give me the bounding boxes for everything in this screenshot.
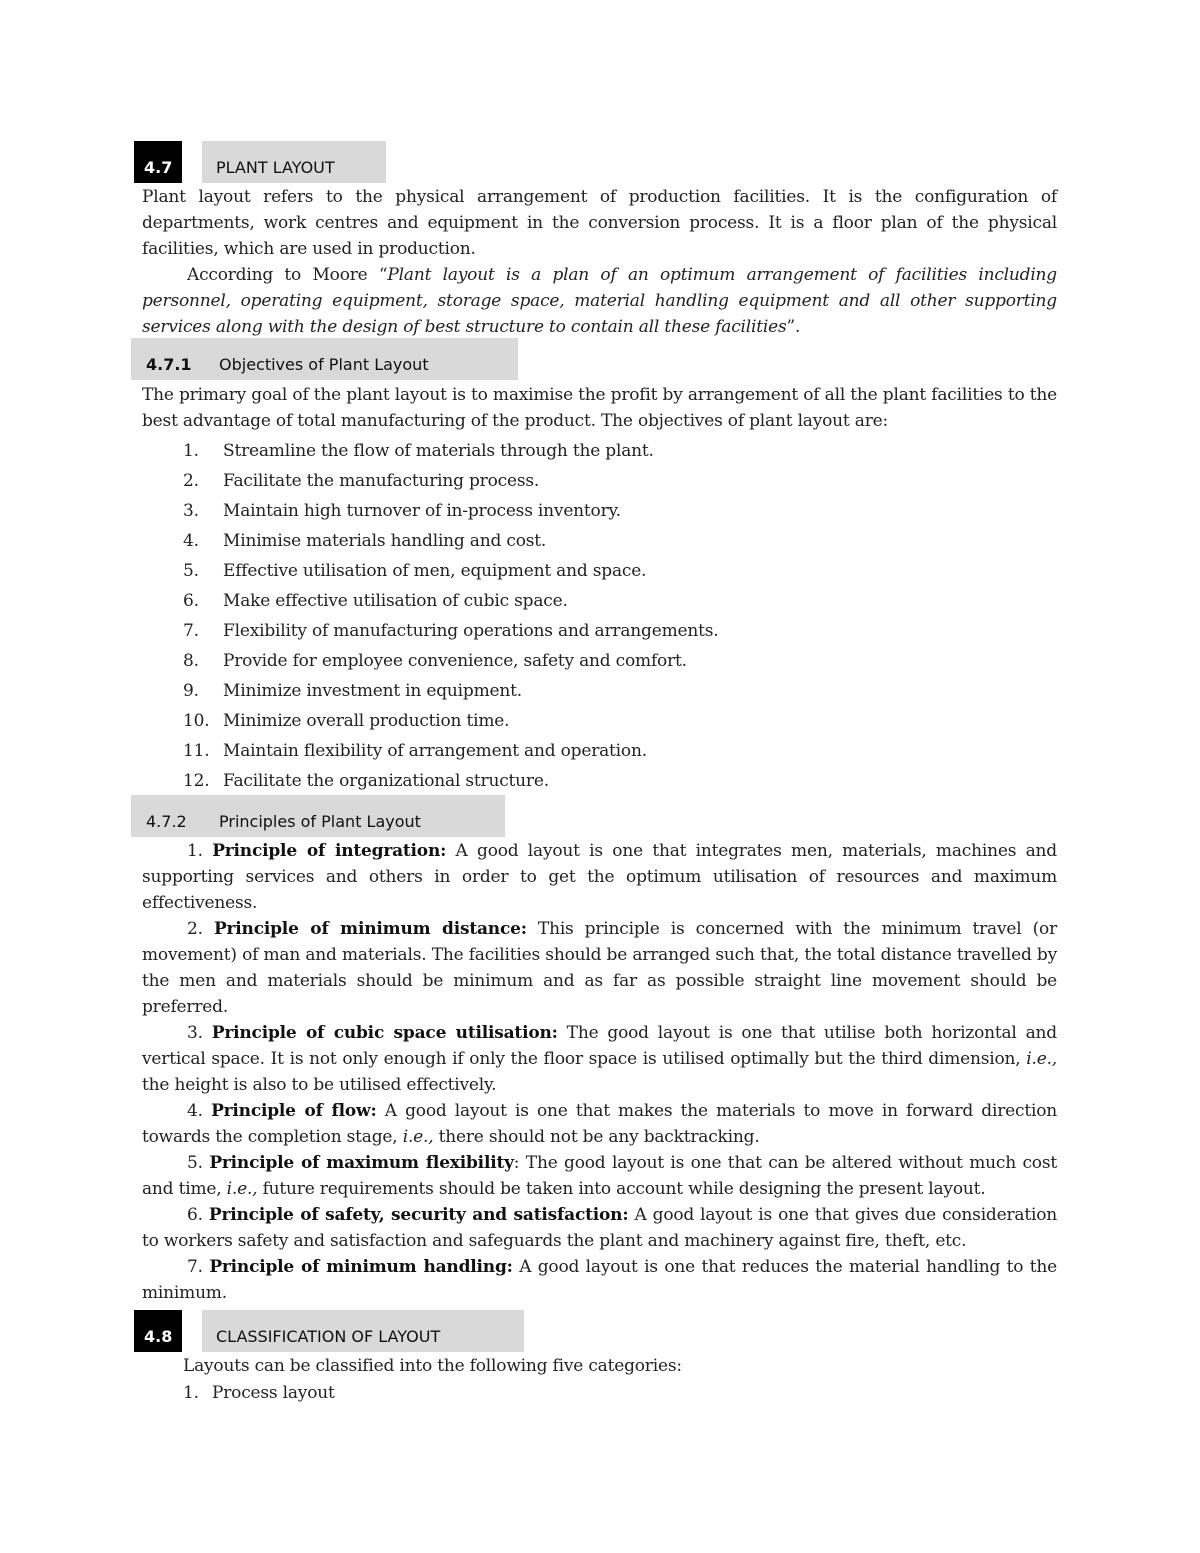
- principle-paragraph: [142, 1020, 1057, 1098]
- classification-intro-text: Layouts can be classified into the following five categories:: [183, 1356, 682, 1376]
- moore-prefix: According to Moore “: [187, 265, 388, 285]
- list-item-number: 8.: [183, 651, 199, 671]
- principle-name: Principle of minimum handling:: [209, 1257, 513, 1277]
- principle-text: A good layout is one that integrates men, materials, machines and supporting services and others in order to get the optimum utilisation of resources and maximum effectiveness.: [142, 841, 1057, 913]
- principle-text: A good layout is one that gives due consideration to workers safety and satisfaction and safeguards the plant and machinery against fire, theft, etc.: [142, 1205, 1057, 1251]
- list-item: [183, 676, 718, 706]
- list-item-number: 11.: [183, 741, 210, 761]
- list-item-text: Minimize overall production time.: [223, 711, 510, 731]
- list-item: [183, 526, 718, 556]
- principle-name: Principle of cubic space utilisation:: [211, 1023, 558, 1043]
- principle-name: Principle of maximum flexibility: [209, 1153, 514, 1173]
- list-item-number: 1.: [183, 441, 199, 461]
- list-item-text: Minimise materials handling and cost.: [223, 531, 547, 551]
- principle-text: A good layout is one that reduces the material handling to the minimum.: [142, 1257, 1058, 1303]
- section-number: 4.8: [134, 1310, 182, 1352]
- principle-number: 4.: [187, 1101, 203, 1121]
- principle-name: Principle of flow:: [211, 1101, 377, 1121]
- principle-paragraph: [142, 1254, 1057, 1306]
- principle-paragraph: [142, 838, 1057, 916]
- principle-number: 5.: [187, 1153, 203, 1173]
- principle-text: A good layout is one that makes the materials to move in forward direction towards the completion stage,: [142, 1101, 1057, 1147]
- principle-number: 1.: [187, 841, 203, 861]
- list-item: [183, 586, 718, 616]
- section-heading-4-7-2: [131, 795, 505, 837]
- list-item: [183, 736, 718, 766]
- list-item-text: Flexibility of manufacturing operations and arrangements.: [223, 621, 719, 641]
- section-title: CLASSIFICATION OF LAYOUT: [202, 1310, 524, 1352]
- list-item-number: 6.: [183, 591, 199, 611]
- definition-paragraph: Plant layout refers to the physical arrangement of production facilities. It is the configuration of departments, work centres and equipment in the conversion process. It is a floor plan of the physical facilities, which are used in production.: [142, 187, 1057, 259]
- list-item: [183, 706, 718, 736]
- principle-paragraph: [142, 916, 1057, 1020]
- list-item-text: Streamline the flow of materials through the plant.: [223, 441, 654, 461]
- principle-number: 7.: [187, 1257, 203, 1277]
- moore-quote-paragraph: [142, 262, 1057, 340]
- principle-text: : The good layout is one that can be altered without much cost and time,: [142, 1153, 1057, 1199]
- classification-list: [183, 1379, 335, 1407]
- list-item: [183, 766, 718, 796]
- list-item-number: 4.: [183, 531, 199, 551]
- list-item-number: 5.: [183, 561, 199, 581]
- list-item: [183, 616, 718, 646]
- plant-layout-definition: [142, 184, 1057, 340]
- list-item-text: Maintain high turnover of in-process inventory.: [223, 501, 621, 521]
- principle-name: Principle of safety, security and satisfaction:: [208, 1205, 629, 1225]
- list-item-number: 7.: [183, 621, 199, 641]
- section-number: 4.7.1: [146, 355, 192, 374]
- list-item-text: Minimize investment in equipment.: [223, 681, 522, 701]
- list-item-text: Facilitate the manufacturing process.: [223, 471, 540, 491]
- section-heading-4-7: [134, 141, 386, 183]
- principle-number: 2.: [187, 919, 203, 939]
- section-heading-4-7-1: [131, 338, 518, 380]
- list-item-text: Facilitate the organizational structure.: [223, 771, 549, 791]
- list-item-text: Effective utilisation of men, equipment and space.: [223, 561, 647, 581]
- section-title: Objectives of Plant Layout: [219, 355, 429, 374]
- list-item-number: 10.: [183, 711, 210, 731]
- principles-list: [142, 838, 1057, 1306]
- list-item-number: 9.: [183, 681, 199, 701]
- principle-text: The good layout is one that utilise both horizontal and vertical space. It is not only enough if only the floor space is utilised optimally but the third dimension,: [142, 1023, 1057, 1069]
- list-item-number: 1.: [183, 1383, 199, 1403]
- list-item-text: Provide for employee convenience, safety and comfort.: [223, 651, 687, 671]
- section-title: PLANT LAYOUT: [202, 141, 386, 183]
- list-item-text: Maintain flexibility of arrangement and operation.: [223, 741, 647, 761]
- principle-paragraph: [142, 1150, 1057, 1202]
- list-item: [183, 496, 718, 526]
- principle-ie: i.e.,: [402, 1127, 434, 1147]
- moore-suffix: ”.: [786, 317, 801, 337]
- list-item: [183, 436, 718, 466]
- principle-ie: i.e.,: [1026, 1049, 1057, 1069]
- list-item: [183, 646, 718, 676]
- section-number: 4.7.2: [146, 812, 187, 831]
- objectives-list: [183, 436, 718, 796]
- principle-text-continued: there should not be any backtracking.: [433, 1127, 760, 1147]
- principle-number: 6.: [187, 1205, 203, 1225]
- principle-name: Principle of integration:: [212, 841, 447, 861]
- section-heading-4-8: [134, 1310, 524, 1352]
- section-title: Principles of Plant Layout: [219, 812, 421, 831]
- principle-paragraph: [142, 1098, 1057, 1150]
- list-item-number: 3.: [183, 501, 199, 521]
- principle-text-continued: the height is also to be utilised effectively.: [142, 1075, 497, 1095]
- principle-paragraph: [142, 1202, 1057, 1254]
- moore-quote: Plant layout is a plan of an optimum arrangement of facilities including personnel, operating equipment, storage space, material handling equipment and all other supporting services along with the design of best structure to contain all these facilities: [142, 265, 1057, 337]
- list-item-text: Make effective utilisation of cubic space.: [223, 591, 568, 611]
- principle-ie: i.e.,: [226, 1179, 258, 1199]
- list-item-number: 12.: [183, 771, 210, 791]
- list-item-number: 2.: [183, 471, 199, 491]
- list-item: [183, 556, 718, 586]
- principle-number: 3.: [187, 1023, 203, 1043]
- principle-text-continued: future requirements should be taken into account while designing the present layout.: [257, 1179, 986, 1199]
- principle-name: Principle of minimum distance:: [213, 919, 527, 939]
- objectives-intro: The primary goal of the plant layout is to maximise the profit by arrangement of all the plant facilities to the best advantage of total manufacturing of the product. The objectives of plant layout are:: [142, 385, 1057, 431]
- classification-intro: [183, 1353, 1043, 1379]
- section-number: 4.7: [134, 141, 182, 183]
- principle-text: This principle is concerned with the minimum travel (or movement) of man and materials. The facilities should be arranged such that, the total distance travelled by the men and materials should be minimum and as far as possible straight line movement should be preferred.: [142, 919, 1058, 1017]
- list-item: [183, 466, 718, 496]
- list-item-text: Process layout: [212, 1383, 335, 1403]
- list-item: [183, 1379, 335, 1407]
